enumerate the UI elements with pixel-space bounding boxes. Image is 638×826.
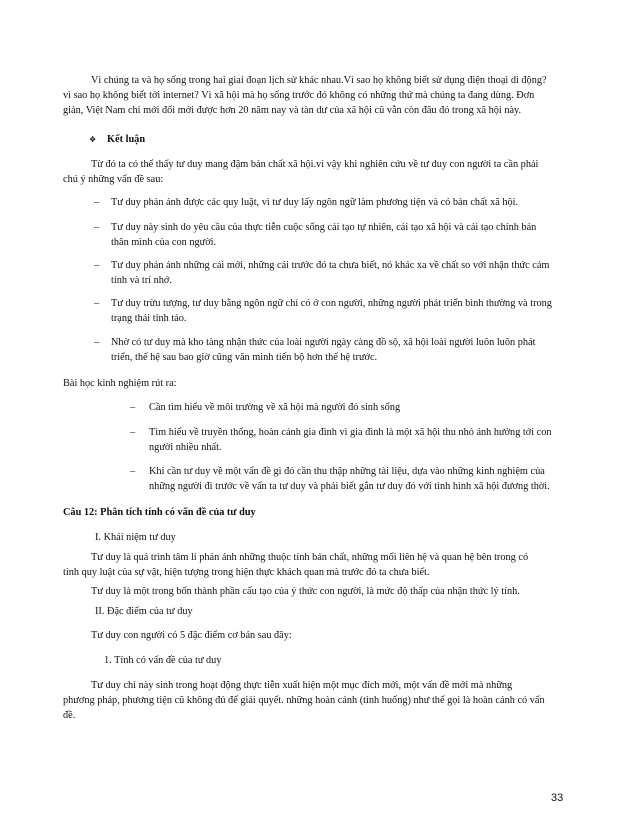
list-item: Tư duy này sinh do yêu cầu của thực tiễn cuộc sống cải tạo tự nhiên, cải tạo xã hội và cải tạo chính bản: [111, 222, 537, 233]
dash-bullet-icon: –: [94, 222, 100, 233]
intro-line: giản, Việt Nam chỉ mới đổi mới được hơn 20 năm nay và tàn dư của xã hội cũ vẫn còn đâu đó trong xã hội này.: [63, 105, 522, 116]
paragraph-line: Tư duy con người có 5 đặc điểm cơ bản sau đây:: [91, 630, 292, 641]
dash-bullet-icon: –: [130, 402, 136, 413]
paragraph-line: phương pháp, phương tiện cũ không đủ để giải quyết. những hoàn cảnh (tình huống) như thế gọi là hoàn cảnh có vấn: [63, 695, 545, 706]
intro-line: Vì chúng ta và họ sống trong hai giai đoạn lịch sử khác nhau.Vì sao họ không biết sử dụng điện thoại di động?: [91, 75, 547, 86]
question-heading: Câu 12: Phân tích tính có vấn đề của tư duy: [63, 507, 256, 518]
dash-bullet-icon: –: [94, 260, 100, 271]
list-item: người nhiều nhất.: [149, 442, 222, 453]
paragraph-line: tính quy luật của sự vật, hiện tượng trong hiện thực khách quan mà trước đó ta chưa biết.: [63, 567, 430, 578]
paragraph-line: Tư duy là quá trình tâm lí phản ánh những thuộc tính bản chất, những mối liên hệ và quan hệ bên trong có: [91, 552, 529, 563]
intro-line: vì sao họ không biết tới internet? Vì xã hội mà họ sống trước đó không có những thứ mà chúng ta đang dùng. Đơn: [63, 90, 535, 101]
paragraph-line: chú ý những vấn đề sau:: [63, 174, 164, 185]
lesson-title: Bài học kinh nghiệm rút ra:: [63, 378, 177, 389]
paragraph-line: đề.: [63, 710, 76, 721]
list-item: thân mình của con người.: [111, 237, 217, 248]
page-number: 33: [551, 792, 564, 804]
list-item: Tư duy phản ánh những cái mới, những cái trước đó ta chưa biết, nó khác xa về chất so với nhận thức cảm: [111, 260, 550, 271]
paragraph-line: Từ đó ta có thể thấy tư duy mang đậm bản chất xã hội.vì vậy khi nghiên cứu về tư duy con người ta cần phải: [91, 159, 539, 170]
list-item: Tư duy phản ánh được các quy luật, vì tư duy lấy ngôn ngữ làm phương tiện và có bản chất xã hội.: [111, 197, 519, 208]
list-item: Nhờ có tư duy mà kho tàng nhận thức của loài người ngày càng đồ sộ, xã hội loài người luôn luôn phát: [111, 337, 536, 348]
list-item: Khi cần tư duy về một vấn đề gì đó cần thu thập những tài liệu, dựa vào những kinh nghiệm của: [149, 466, 545, 477]
section-heading: II. Đặc điểm của tư duy: [95, 606, 193, 617]
list-item: triển, thế hệ sau bao giờ cũng văn minh tiến bộ hơn thế hệ trước.: [111, 352, 378, 363]
paragraph-line: Tư duy chỉ này sinh trong hoạt động thực tiễn xuất hiện một mục đích mới, một vấn đề mới mà những: [91, 680, 513, 691]
list-item: Tư duy trừu tượng, tư duy bằng ngôn ngữ chỉ có ở con người, những người phát triển bình thường và trong: [111, 298, 552, 309]
dash-bullet-icon: –: [94, 197, 100, 208]
section-heading: Kết luận: [107, 134, 146, 145]
paragraph-line: Tư duy là một trong bốn thành phần cấu tạo của ý thức con người, là mức độ thấp của nhận thức lý tính.: [91, 586, 520, 597]
list-item: trạng thái tỉnh táo.: [111, 313, 187, 324]
list-item: Tìm hiểu về truyền thống, hoàn cảnh gia đình vì gia đình là một xã hội thu nhỏ ảnh hưởng tới con: [149, 427, 552, 438]
dash-bullet-icon: –: [130, 466, 136, 477]
diamond-bullet-icon: ❖: [89, 135, 97, 144]
list-item: Cần tìm hiểu về môi trường về xã hội mà người đó sinh sống: [149, 402, 401, 413]
dash-bullet-icon: –: [94, 337, 100, 348]
numbered-item: 1. Tính có vấn đề của tư duy: [104, 655, 222, 666]
list-item: tính và trí nhớ.: [111, 275, 172, 286]
dash-bullet-icon: –: [94, 298, 100, 309]
section-heading: I. Khái niệm tư duy: [95, 532, 176, 543]
list-item: những người đi trước về vấn ta tư duy và phải biết gắn tư duy đó với tình hình xã hội đương thời.: [149, 481, 550, 492]
dash-bullet-icon: –: [130, 427, 136, 438]
